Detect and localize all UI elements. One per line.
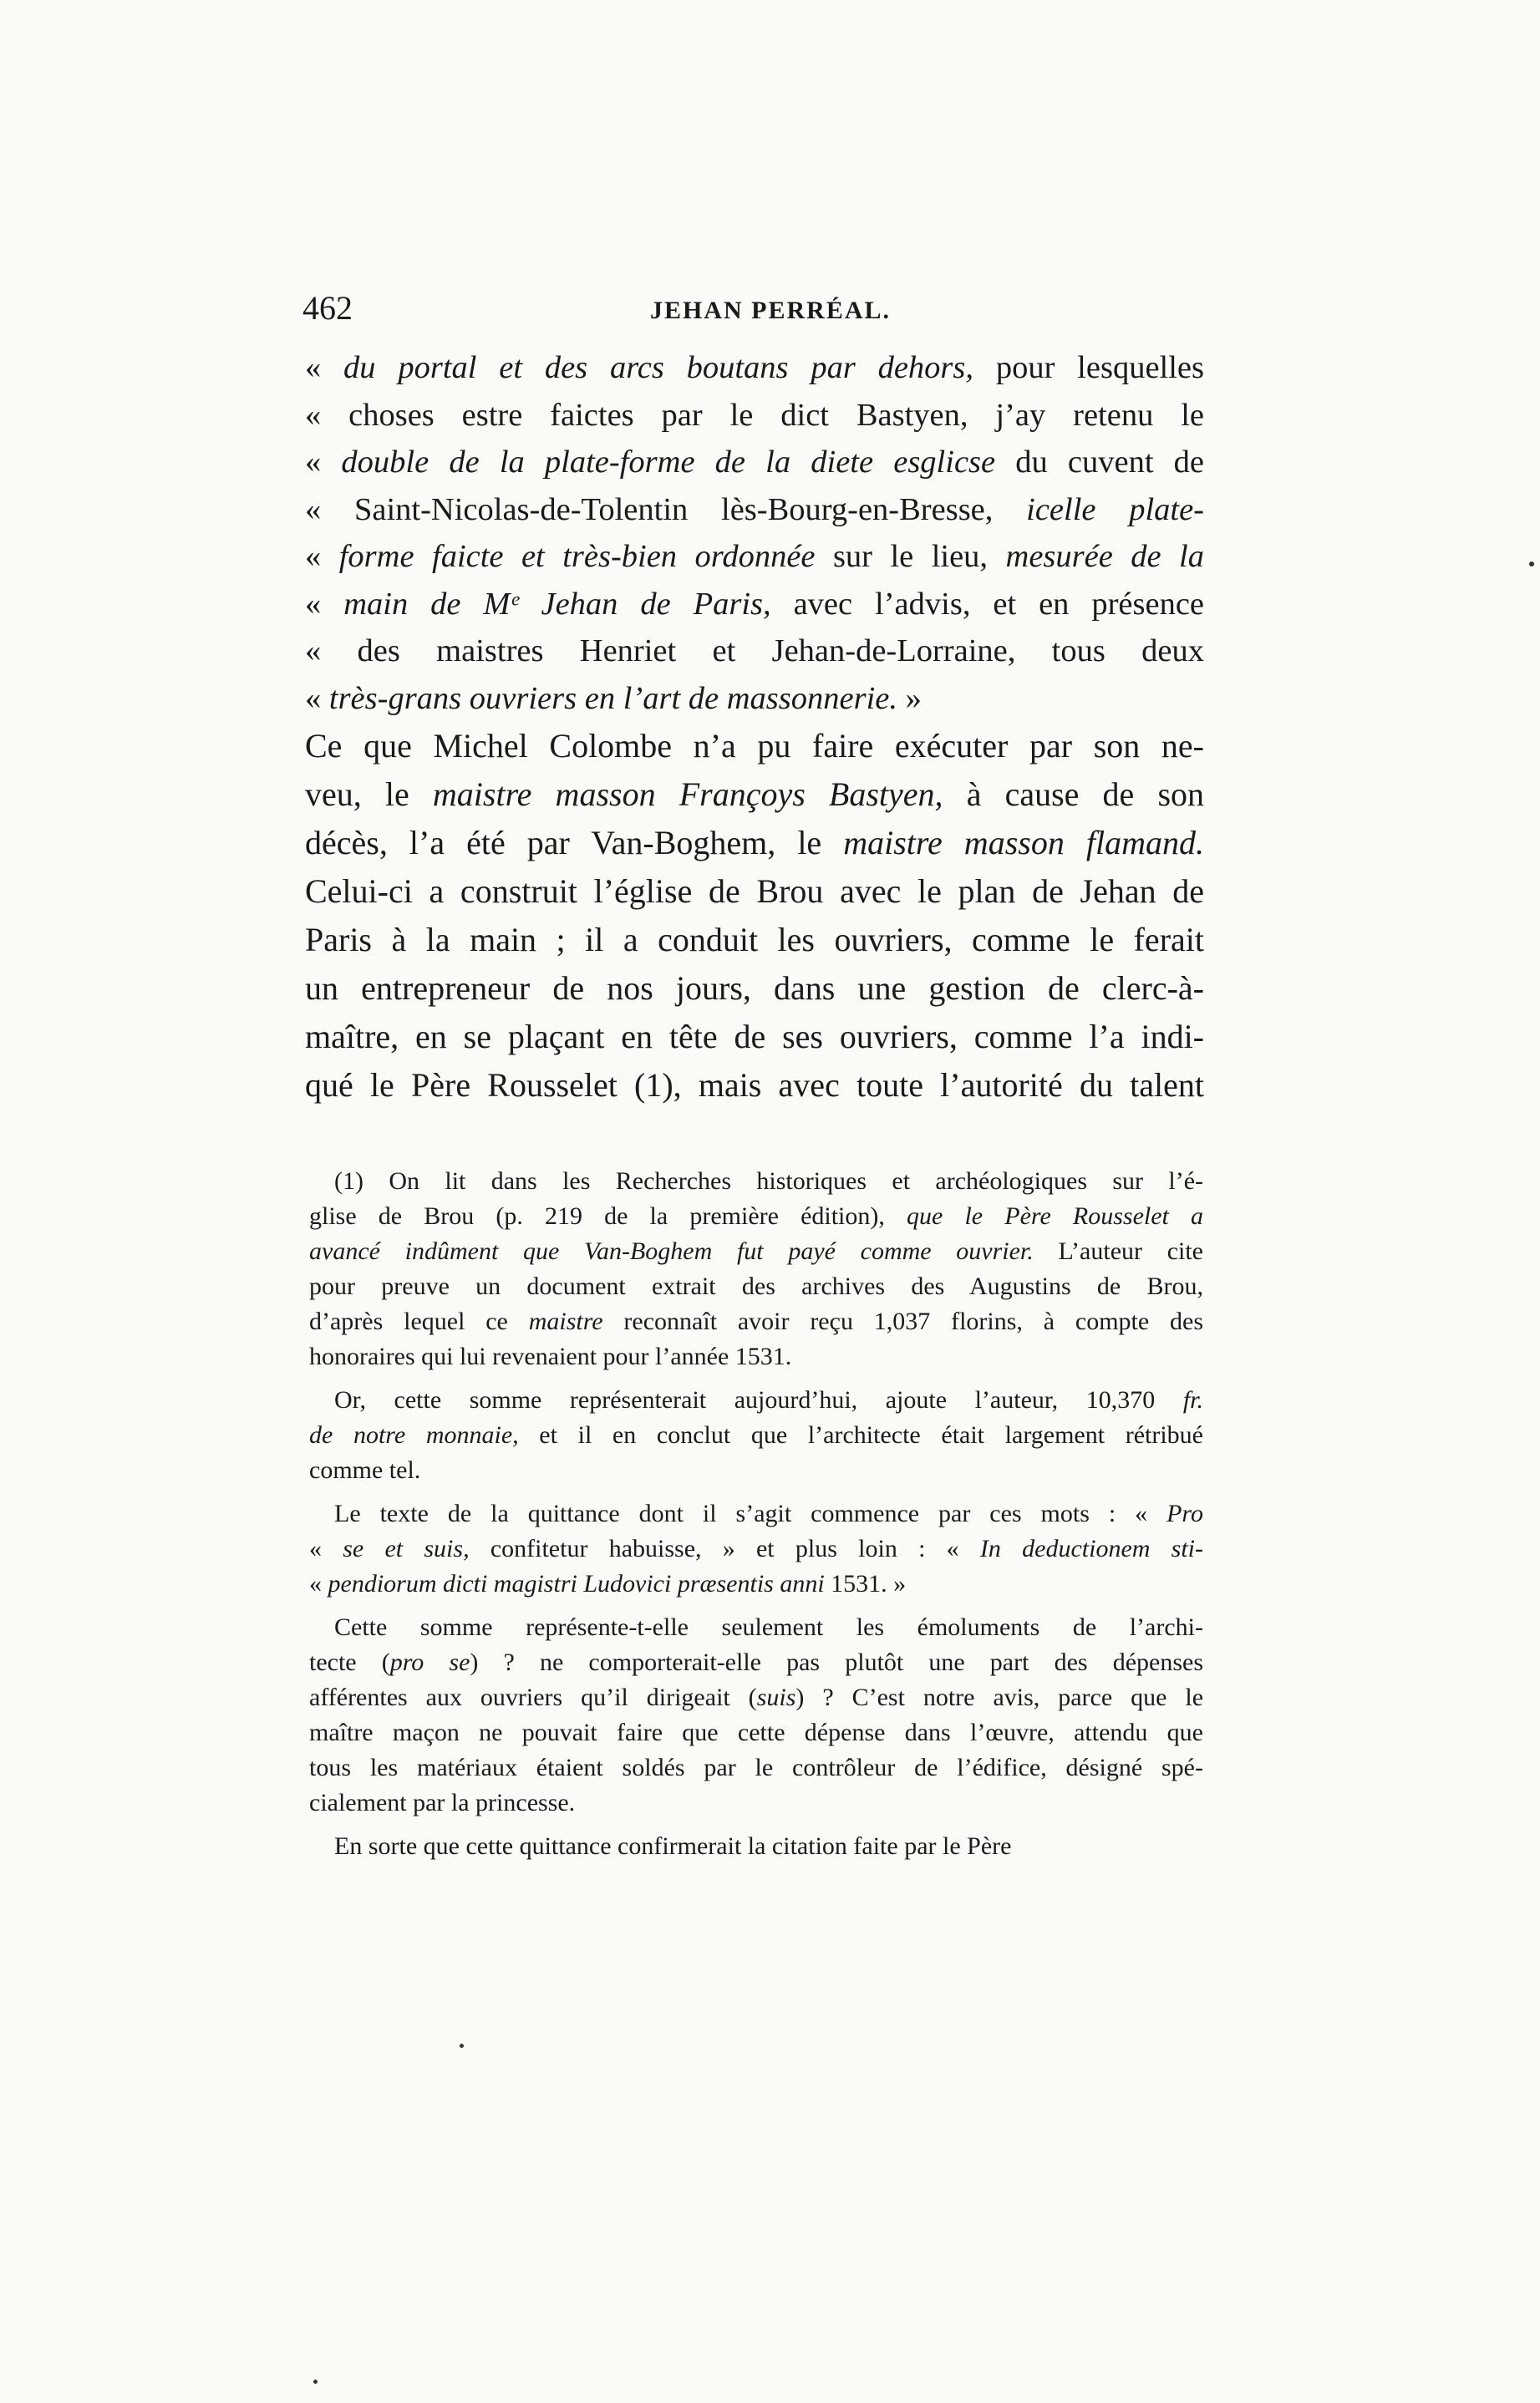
quote-line: « des maistres Henriet et Jehan-de-Lorraine, tous deux — [305, 633, 1204, 668]
footnote-paragraph — [309, 1496, 1204, 1602]
ink-speck — [460, 2044, 464, 2048]
quote-line: « Saint-Nicolas-de-Tolentin lès-Bourg-en-Bresse, icelle plate- — [305, 491, 1205, 527]
footnote-line: « pendiorum dicti magistri Ludovici præsentis anni 1531. » — [309, 1570, 907, 1598]
footnote-line: Or, cette somme représenterait aujourd’hui, ajoute l’auteur, 10,370 fr. — [334, 1386, 1203, 1414]
body-paragraph — [305, 722, 1204, 1110]
footnote-line: avancé indûment que Van-Boghem fut payé comme ouvrier. L’auteur cite — [309, 1237, 1203, 1265]
ink-speck — [313, 2380, 318, 2384]
footnote-line: afférentes aux ouvriers qu’il dirigeait (suis) ? C’est notre avis, parce que le — [309, 1684, 1204, 1711]
footnote-line: tous les matériaux étaient soldés par le contrôleur de l’édifice, désigné spé- — [309, 1754, 1203, 1781]
quote-line: « main de Mᵉ Jehan de Paris, avec l’advis, et en présence — [305, 586, 1205, 622]
page-header — [302, 288, 1205, 328]
body-line: un entrepreneur de nos jours, dans une gestion de clerc-à- — [305, 969, 1204, 1007]
footnote-line: honoraires qui lui revenaient pour l’année 1531. — [309, 1343, 792, 1370]
quote-line: « forme faicte et très-bien ordonnée sur le lieu, mesurée de la — [305, 539, 1204, 574]
footnotes — [309, 1164, 1204, 1864]
quote-line: « double de la plate-forme de la diete esglicse du cuvent de — [305, 445, 1205, 480]
footnote-line: de notre monnaie, et il en conclut que l’architecte était largement rétribué — [309, 1421, 1204, 1449]
footnote-paragraph — [309, 1164, 1203, 1374]
footnote-line: tecte (pro se) ? ne comporterait-elle pas plutôt une part des dépenses — [309, 1649, 1203, 1676]
footnote-line: Le texte de la quittance dont il s’agit commence par ces mots : « Pro — [334, 1500, 1203, 1527]
footnote-line: Cette somme représente-t-elle seulement les émoluments de l’archi- — [334, 1613, 1203, 1641]
footnote-line: maître maçon ne pouvait faire que cette dépense dans l’œuvre, attendu que — [309, 1719, 1203, 1746]
quote-line: « choses estre faictes par le dict Bastyen, j’ay retenu le — [305, 397, 1204, 433]
footnote-line: « se et suis, confitetur habuisse, » et plus loin : « In deductionem sti- — [309, 1535, 1204, 1562]
body-line: qué le Père Rousselet (1), mais avec toute l’autorité du talent — [305, 1066, 1204, 1104]
ink-speck — [1529, 561, 1534, 566]
footnote-paragraph — [309, 1383, 1204, 1488]
body-line: décès, l’a été par Van-Boghem, le maistre masson flamand. — [305, 824, 1204, 861]
body-line: maître, en se plaçant en tête de ses ouvriers, comme l’a indi- — [305, 1018, 1204, 1055]
running-title: JEHAN PERRÉAL. — [650, 297, 892, 324]
main-text — [305, 344, 1204, 1110]
quote-line: « du portal et des arcs boutans par dehors, pour lesquelles — [305, 350, 1205, 385]
footnote-line: cialement par la princesse. — [309, 1789, 576, 1816]
body-line: Celui-ci a construit l’église de Brou avec le plan de Jehan de — [305, 872, 1204, 910]
body-line: Ce que Michel Colombe n’a pu faire exécuter par son ne- — [305, 727, 1204, 765]
body-line: Paris à la main ; il a conduit les ouvriers, comme le ferait — [305, 921, 1204, 958]
footnote-paragraph — [309, 1610, 1204, 1821]
quote-line: « très-grans ouvriers en l’art de massonnerie. » — [305, 680, 922, 716]
quoted-passage — [305, 344, 1204, 722]
footnote-paragraph — [334, 1829, 1203, 1864]
footnote-line: glise de Brou (p. 219 de la première édition), que le Père Rousselet a — [309, 1202, 1203, 1230]
page-number: 462 — [302, 289, 353, 327]
footnote-line: comme tel. — [309, 1456, 421, 1484]
footnote-line: pour preuve un document extrait des archives des Augustins de Brou, — [309, 1273, 1203, 1300]
footnote-line: (1) On lit dans les Recherches historiques et archéologiques sur l’é- — [334, 1167, 1203, 1195]
body-line: veu, le maistre masson Françoys Bastyen, à cause de son — [305, 775, 1205, 813]
footnote-line: En sorte que cette quittance confirmerait la citation faite par le Père — [334, 1832, 1012, 1860]
footnote-line: d’après lequel ce maistre reconnaît avoir reçu 1,037 florins, à compte des — [309, 1308, 1203, 1335]
